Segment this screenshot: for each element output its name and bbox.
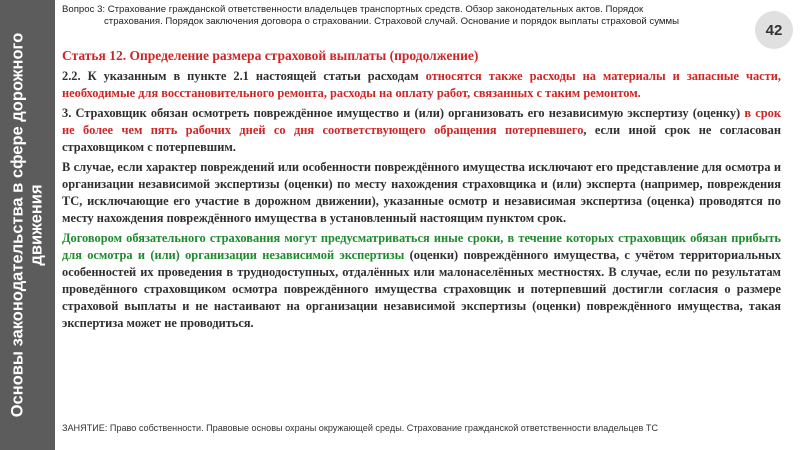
paragraph-3 bbox=[62, 105, 781, 156]
p2-text: 3. Страховщик обязан осмотреть повреждённое имущество и (или) организовать его независимую экспертизу (оценку) bbox=[62, 106, 745, 120]
header-line-2: страхования. Порядок заключения договора о страховании. Страховой случай. Основание и порядок выплаты страховой суммы bbox=[104, 16, 680, 27]
p1-highlight: относятся также расходы на материалы и запасные части, необходимые для восстановительного ремонта, расходы на оплату работ, связанных с таким ремонтом. bbox=[62, 69, 781, 100]
slide-footer: ЗАНЯТИЕ: Право собственности. Правовые основы охраны окружающей среды. Страхование гражданской ответственности владельцев ТС bbox=[62, 423, 659, 433]
article-body bbox=[62, 68, 781, 335]
p1-text: 2.2. К указанным в пункте 2.1 настоящей статьи расходам bbox=[62, 69, 426, 83]
sidebar-title bbox=[0, 0, 55, 450]
section-title: Статья 12. Определение размера страховой выплаты (продолжение) bbox=[62, 48, 479, 63]
sidebar-title-line1: Основы законодательства в сфере дорожного bbox=[8, 32, 27, 418]
paragraph-3-contract bbox=[62, 230, 781, 332]
p2-highlight: в срок не более чем пять рабочих дней со дня соответствующего обращения потерпевшего bbox=[62, 106, 781, 137]
paragraph-3-case bbox=[62, 159, 781, 227]
p3-text: В случае, если характер повреждений или особенности повреждённого имущества исключают его представление для осмотра и организации независимой экспертизы (оценки) по месту нахождения страховщика и (или) эксперта (например, повреждения ТС, исключающие его участие в дорожном движении), указанные осмотр и независимая экспертиза (оценка) проводятся по месту нахождения повреждённого имущества в установленный настоящим пунктом срок. bbox=[62, 160, 781, 225]
slide-header bbox=[62, 4, 752, 28]
sidebar-title-text bbox=[9, 33, 47, 418]
paragraph-2-2 bbox=[62, 68, 781, 102]
p4-highlight: Договором обязательного страхования могут предусматриваться иные сроки, в течение которых страховщик обязан прибыть для осмотра и (или) организации независимой экспертизы bbox=[62, 231, 781, 262]
p4-text: (оценки) повреждённого имущества, с учётом территориальных особенностей их проведения в труднодоступных, отдалённых или малонаселённых местностях. В случае, если по результатам проведённого страховщиком осмотра повреждённого имущества страховщик и потерпевший достигли согласия о размере страховой выплаты и не настаивают на организации независимой экспертизы (оценки) повреждённого имущества, такая экспертиза может не проводиться. bbox=[62, 248, 781, 330]
sidebar-title-line2: движения bbox=[27, 184, 46, 266]
p2-tail: , если иной срок не согласован страховщиком с потерпевшим. bbox=[62, 123, 781, 154]
header-line-1: Вопрос 3: Страхование гражданской ответственности владельцев транспортных средств. Обзор законодательных актов. Порядок bbox=[62, 4, 644, 15]
page-number-badge bbox=[755, 11, 793, 49]
page-number: 42 bbox=[765, 21, 783, 39]
